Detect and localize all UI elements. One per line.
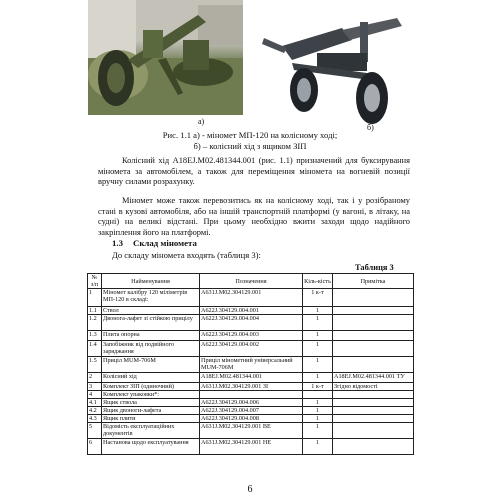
cell-name: Двонога-лафет зі стійкою прицілу [102, 315, 200, 331]
figure-caption-line-1: Рис. 1.1 а) - міномет МП-120 на колісному ході; [162, 130, 338, 140]
cell-name: Ствол [102, 307, 200, 315]
cell-note [333, 415, 414, 423]
cell-quantity: 1 [303, 439, 333, 455]
cell-name: Настанова щодо експлуатування [102, 439, 200, 455]
cell-note [333, 315, 414, 331]
table-row [88, 315, 414, 331]
cell-quantity: 1 к-т [303, 383, 333, 391]
cell-name: Ящик двоноги-лафета [102, 407, 200, 415]
cell-number: 4.1 [88, 399, 102, 407]
header-note: Примітка [333, 274, 414, 289]
cell-name: Міномет калібру 120 міліметрів МП-120 в складі: [102, 289, 200, 307]
cell-designation: А631Ј.М02.304129.001 НЕ [200, 439, 303, 455]
cell-designation: А622Ј.304129.004.002 [200, 341, 303, 357]
table-row [88, 331, 414, 341]
cell-quantity: 1 [303, 407, 333, 415]
cell-designation: А622Ј.304129.004.001 [200, 307, 303, 315]
cell-note [333, 439, 414, 455]
section-heading [112, 238, 197, 248]
table-row [88, 383, 414, 391]
cell-designation: А622Ј.304129.004.008 [200, 415, 303, 423]
cell-note: Згідно відомості [333, 383, 414, 391]
cell-number: 4.3 [88, 415, 102, 423]
cell-note [333, 423, 414, 439]
cell-designation: А622Ј.304129.004.007 [200, 407, 303, 415]
composition-table [87, 273, 414, 455]
cell-number: 3 [88, 383, 102, 391]
cell-designation: А622Ј.304129.004.004 [200, 315, 303, 331]
header-quantity: Кіль-кість [303, 274, 333, 289]
cell-name: Відомість експлуатаційних документів [102, 423, 200, 439]
wheel-carriage-render [262, 18, 410, 128]
section-intro: До складу міномета входять (таблиця 3): [112, 250, 261, 260]
cell-quantity: 1 [303, 357, 333, 373]
mortar-photo [88, 0, 243, 115]
table-body [88, 289, 414, 455]
cell-quantity: 1 [303, 423, 333, 439]
cell-number: 5 [88, 423, 102, 439]
table-row [88, 439, 414, 455]
cell-note: А18ЕЈ.М02.481344.001 ТУ [333, 373, 414, 383]
figure-label-a: а) [198, 117, 205, 126]
table-title: Таблиця 3 [355, 263, 394, 272]
cell-note [333, 407, 414, 415]
cell-designation: А18ЕЈ.М02.481344.001 [200, 373, 303, 383]
cell-number: 1 [88, 289, 102, 307]
cell-name: Ящик ствола [102, 399, 200, 407]
cell-designation: А622Ј.304129.004.003 [200, 331, 303, 341]
cell-name: Приціл МUM-706М [102, 357, 200, 373]
cell-name: Комплект ЗІП (одиночний) [102, 383, 200, 391]
cell-quantity: 1 [303, 415, 333, 423]
cell-note [333, 341, 414, 357]
cell-number: 1.1 [88, 307, 102, 315]
cell-name: Комплект упаковки*: [102, 391, 200, 399]
cell-number: 1.5 [88, 357, 102, 373]
cell-note [333, 331, 414, 341]
cell-quantity: 1 к-т [303, 289, 333, 307]
cell-number: 6 [88, 439, 102, 455]
section-number: 1.3 [112, 238, 123, 248]
cell-designation [200, 391, 303, 399]
cell-quantity: 1 [303, 307, 333, 315]
cell-number: 1.4 [88, 341, 102, 357]
header-number: № з/п [88, 274, 102, 289]
cell-name: Запобіжник від подвійного заряджання [102, 341, 200, 357]
cell-name: Ящик плити [102, 415, 200, 423]
page-number: 6 [247, 484, 253, 495]
cell-designation: А631Ј.М02.304129.001 [200, 289, 303, 307]
cell-number: 4 [88, 391, 102, 399]
table-header-row [88, 274, 414, 289]
table-row [88, 391, 414, 399]
cell-number: 1.3 [88, 331, 102, 341]
paragraph-transport: Міномет може також перевозитись як на колісному ході, так і у розібраному стані в кузові автомобіля, або на іншій транспортній платформі (у вагоні, в літаку, на судні) на великі відстані. При цьому необхідно вжити заходи щодо надійного закріплення його на платформі. [98, 196, 410, 237]
table-row [88, 399, 414, 407]
table-row [88, 357, 414, 373]
cell-designation: А631Ј.М02.304129.001 ЗІ [200, 383, 303, 391]
cell-note [333, 307, 414, 315]
table-row [88, 423, 414, 439]
cell-designation: Приціл мінометний універсальний МUM-706М [200, 357, 303, 373]
paragraph-wheel-carriage: Колісний хід А18ЕЈ.М02.481344.001 (рис. 1.1) призначений для буксирування мінометa за автомобілем, а також для переміщення міномета на вогневій позиції вручну силами розрахунку. [98, 156, 410, 187]
cell-quantity: 1 [303, 373, 333, 383]
table-row [88, 341, 414, 357]
cell-designation: А622Ј.304129.004.006 [200, 399, 303, 407]
cell-note [333, 357, 414, 373]
cell-name: Колісний хід [102, 373, 200, 383]
cell-note [333, 289, 414, 307]
figure-label-b: б) [367, 123, 374, 132]
cell-note [333, 391, 414, 399]
header-designation: Позначення [200, 274, 303, 289]
table-row [88, 407, 414, 415]
table-row [88, 289, 414, 307]
cell-quantity [303, 391, 333, 399]
figure-caption-line-2: б) – колісний хід з ящиком ЗІП [193, 141, 307, 151]
table-row [88, 415, 414, 423]
cell-quantity: 1 [303, 315, 333, 331]
cell-number: 4.2 [88, 407, 102, 415]
cell-name: Плита опорна [102, 331, 200, 341]
cell-note [333, 399, 414, 407]
cell-quantity: 1 [303, 399, 333, 407]
cell-designation: А631Ј.М02.304129.001 ВЕ [200, 423, 303, 439]
cell-number: 1.2 [88, 315, 102, 331]
table-row [88, 307, 414, 315]
cell-quantity: 1 [303, 341, 333, 357]
section-title: Склад міномета [133, 238, 197, 248]
cell-number: 2 [88, 373, 102, 383]
cell-quantity: 1 [303, 331, 333, 341]
table-row [88, 373, 414, 383]
header-name: Найменування [102, 274, 200, 289]
